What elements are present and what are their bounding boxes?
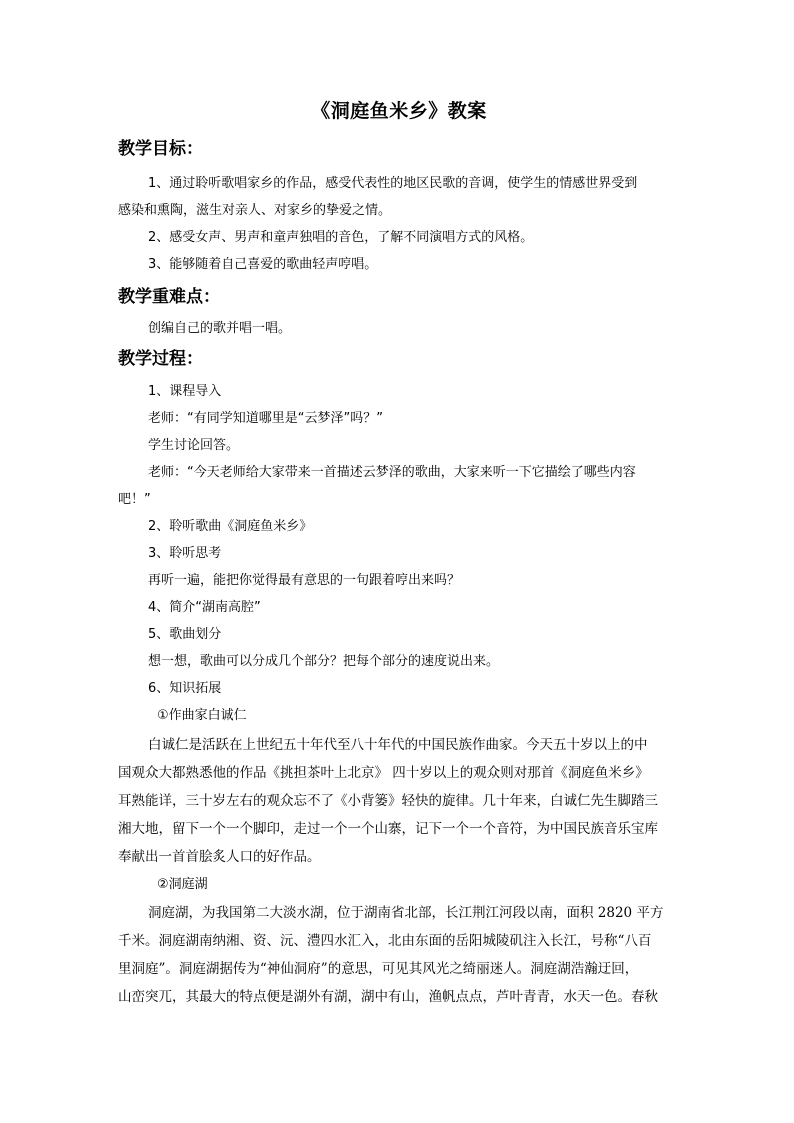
key-points-line-1: 创编自己的歌并唱一唱。 [148,321,292,336]
process-line-8: 再听一遍，能把你觉得最有意思的一句跟着哼出来吗？ [148,573,461,588]
process-heading: 教学过程： [118,349,203,369]
process-line-1: 1、课程导入 [148,384,222,399]
process-line-4: 老师：“今天老师给大家带来一首描述云梦泽的歌曲，大家来听一下它描绘了哪些内容 [148,465,636,480]
process-line-15: 国观众大都熟悉他的作品《挑担茶叶上北京》 四十岁以上的观众则对那首《洞庭鱼米乡》 [118,765,649,781]
process-line-7: 3、聆听思考 [148,546,222,561]
process-line-10: 5、歌曲划分 [148,627,222,642]
key-points-heading: 教学重难点： [118,287,220,307]
process-line-19: ②洞庭湖 [157,877,208,892]
process-line-18: 奉献出一首首脍炙人口的好作品。 [118,849,321,865]
process-line-23: 山峦突兀，其最大的特点便是湖外有湖，湖中有山，渔帆点点，芦叶青青，水天一色。春秋 [118,989,658,1005]
process-line-5: 吧！” [118,492,151,507]
goals-line-3: 2、感受女声、男声和童声独唱的音色，了解不同演唱方式的风格。 [148,230,534,245]
process-line-16: 耳熟能详，三十岁左右的观众忘不了《小背篓》轻快的旋律。几十年来，白诚仁先生脚踏三 [118,793,658,809]
process-line-12: 6、知识拓展 [148,681,222,696]
goals-line-2: 感染和熏陶，滋生对亲人、对家乡的挚爱之情。 [118,203,392,218]
process-line-13: ①作曲家白诚仁 [157,708,247,723]
goals-heading: 教学目标： [118,139,203,159]
process-line-9: 4、简介“湖南高腔” [148,600,261,615]
goals-line-4: 3、能够随着自己喜爱的歌曲轻声哼唱。 [148,257,378,272]
process-line-22: 里洞庭”。洞庭湖据传为“神仙洞府”的意思，可见其风光之绮丽迷人。洞庭湖浩瀚迂回， [118,961,639,977]
process-line-17: 湘大地，留下一个一个脚印，走过一个一个山寨，记下一个一个音符，为中国民族音乐宝库 [118,821,658,837]
page-title: 《洞庭鱼米乡》教案 [311,100,487,122]
process-line-20: 洞庭湖，为我国第二大淡水湖，位于湖南省北部，长江荆江河段以南，面积 2820 平方 [148,905,664,921]
process-line-6: 2、聆听歌曲《洞庭鱼米乡》 [148,519,313,534]
goals-line-1: 1、通过聆听歌唱家乡的作品，感受代表性的地区民歌的音调，使学生的情感世界受到 [148,176,638,191]
process-line-21: 千米。洞庭湖南纳湘、资、沅、澧四水汇入，北由东面的岳阳城陵矶注入长江，号称“八百 [118,933,652,949]
process-line-2: 老师：“有同学知道哪里是“云梦泽”吗？” [148,411,383,426]
process-line-3: 学生讨论回答。 [148,438,240,453]
process-line-11: 想一想，歌曲可以分成几个部分？把每个部分的速度说出来。 [148,654,500,669]
process-line-14: 白诚仁是活跃在上世纪五十年代至八十年代的中国民族作曲家。今天五十岁以上的中 [148,737,648,753]
